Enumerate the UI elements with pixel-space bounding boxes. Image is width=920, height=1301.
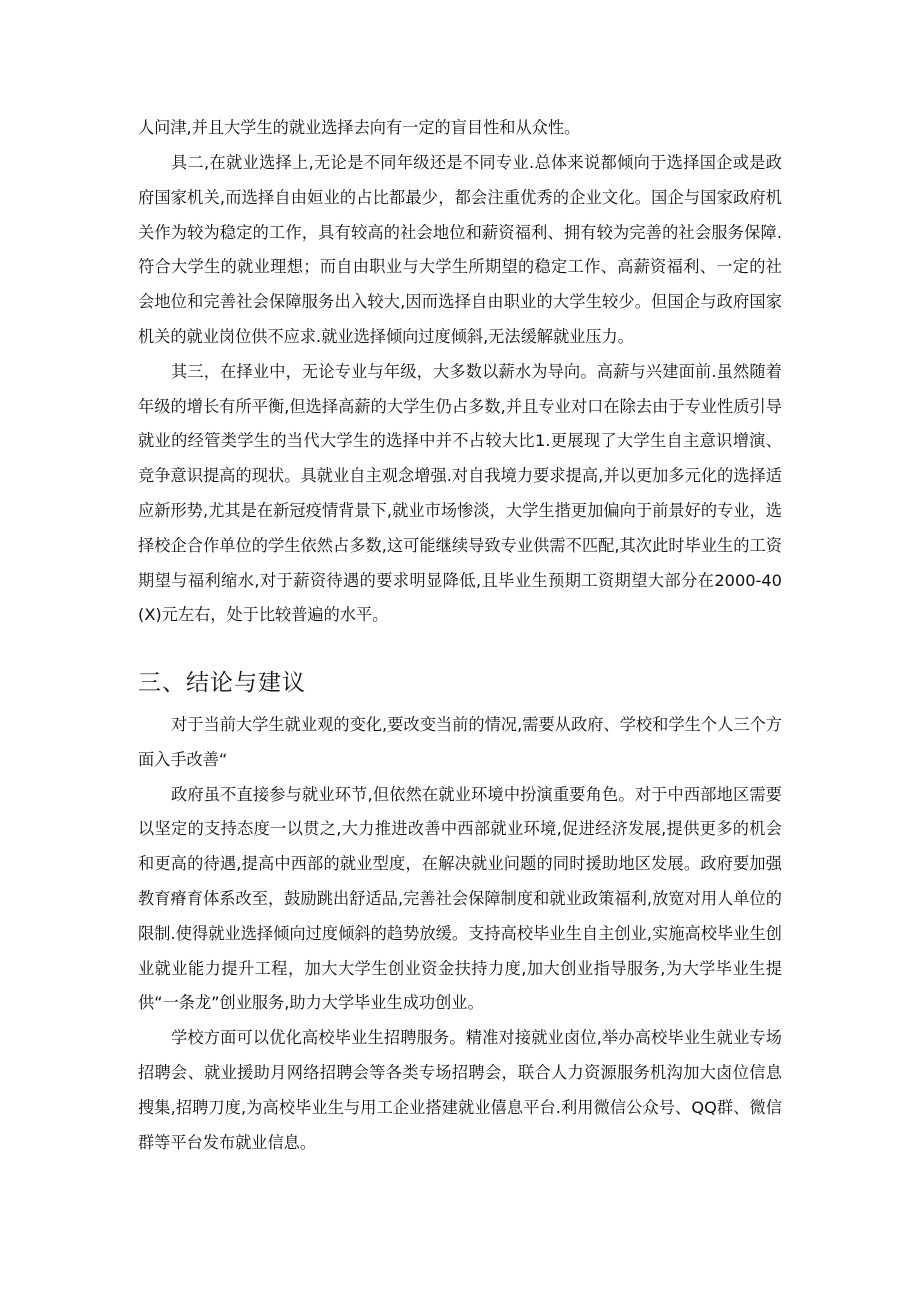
paragraph-school: 学校方面可以优化高校毕业生招聘服务。精准对接就业卤位,举办高校毕业生就业专场招聘会、就业援助月网络招聘会等各类专场招聘会，联合人力资源服务机沟加大卤位信息搜集,招聘刀度,为高校毕业生与用工企业搭建就业僖息平台.利用微信公众号、QQ群、微信群等平台发布就业信息。 <box>138 1028 782 1152</box>
paragraph-intro: 对于当前大学生就业观的变化,要改变当前的情况,需要从政府、学校和学生个人三个方面入手改善“ <box>138 715 782 769</box>
body-section-after-heading <box>138 708 782 1160</box>
section-heading: 三、结论与建议 <box>138 670 306 696</box>
paragraph-government: 政府虽不直接参与就业环节,但依然在就业环境中扮演重要角色。对于中西部地区需要以坚定的支持态度一以贯之,大力推进改善中西部就业环境,促进经济发展,提供更多的机会和更高的待遇,提高中西部的就业型度，在解决就业问题的同时援助地区发展。政府要加强教育瘠育体系改至，鼓励跳出舒适品,完善社会保障制度和就业政策福利,放宽对用人单位的限制.使得就业选择倾向过度倾斜的趋势放缓。支持高校毕业生自主创业,实施高校毕业生创业就业能力提升工程，加大大学生创业资金扶持力度,加大创业指导服务,为大学毕业生提供“一条龙”创业服务,助力大学毕业生成功创业。 <box>138 784 782 1013</box>
continued-paragraph-line: 人问津,并且大学生的就业选择去向有一定的盲目性和从众性。 <box>138 118 581 137</box>
paragraph-third-point: 其三，在择业中，无论专业与年级，大多数以薪水为导向。高薪与兴建面前.虽然随着年级的增长有所平衡,但选择高薪的大学生仍占多数,并且专业对口在除去由于专业性质引导就业的经管类学生的当代大学生的选择中并不占较大比1.更展现了大学生自主意识增演、竞争意识提高的现状。具就业自主观念增强.对自我境力要求提高,并以更加多元化的选择适应新形势,尤其是在新冠疫情背景下,就业市场惨淡，大学生揩更加偏向于前景好的专业，选择校企合作单位的学生依然占多数,这可能继续导致专业供需不匹配,其次此时毕业生的工资期望与福利缩水,对于薪资待遇的要求明显降低,且毕业生预期工资期望大部分在2000-40(X)元左右，处于比较普遍的水平。 <box>138 361 782 625</box>
paragraph-second-point: 具二,在就业选择上,无论是不同年级还是不同专业.总体来说都倾向于选择国企或是政府国家机关,而选择自由姮业的占比都最少，都会注重优秀的企业文化。国企与国家政府机关作为较为稳定的工作，具有较高的社会地位和薪资福利、拥有较为完善的社会服务保障.符合大学生的就业理想；而自由职业与大学生所期望的稳定工作、高薪资福利、一定的社会地位和完善社会保障服务出入较大,因而选择自由职业的大学生较少。但国企与政府国家机关的就业岗位供不应求.就业选择倾向过度倾斜,无法缓解就业压力。 <box>138 153 782 346</box>
body-section-before-heading <box>138 146 782 633</box>
